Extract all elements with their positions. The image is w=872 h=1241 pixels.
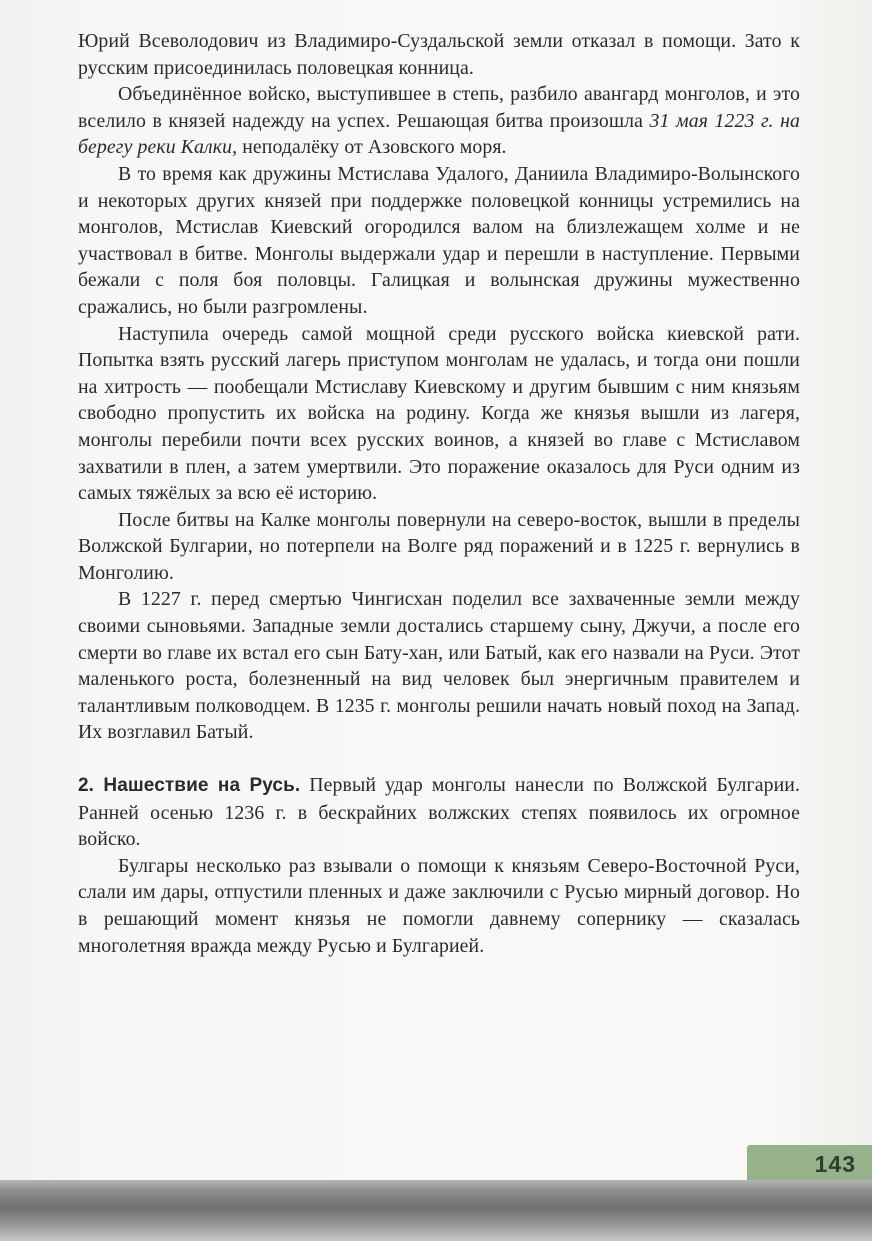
page-number-tab (747, 1145, 872, 1185)
battle-date-emphasis: 31 мая 1223 г. на берегу реки Калки, (78, 109, 800, 159)
paragraph-2-start: Объединённое войско, выступившее в степь, разбило авангард монголов, и это вселило в князей надежду на успех. Решающая битва произошла (78, 83, 800, 132)
section-lead: Первый удар монголы нанесли по Волжской Булгарии. Ранней осенью 1236 г. в бескрайних волжских степях появилось их огромное войско. (78, 774, 801, 851)
paragraph-1: Юрий Всеволодович из Владимиро-Суздальской земли отказал в помощи. Зато к русским присоединилась половецкая конница. (78, 30, 800, 79)
paragraph-6: В 1227 г. перед смертью Чингисхан поделил все захваченные земли между своими сыновьями. Западные земли достались старшему сыну, Джучи, а после его смерти во главе их встал его сын Бату-хан, или Батый, как его назвали на Руси. Этот маленького роста, болезненный на вид человек был энергичным правителем и талантливым полководцем. В 1235 г. монголы решили начать новый поход на Запад. Их возглавил Батый. (78, 588, 800, 744)
section-2-paragraph (78, 772, 800, 853)
scan-bottom-edge (0, 1180, 872, 1241)
page-number: 143 (814, 1151, 856, 1177)
paragraph-5: После битвы на Калке монголы повернули на северо-восток, вышли в пределы Волжской Булгарии, но потерпели на Волге ряд поражений и в 1225 г. вернулись в Монголию. (78, 508, 800, 584)
paragraph-8: Булгары несколько раз взывали о помощи к князьям Северо-Восточной Руси, слали им дары, отпустили пленных и даже заключили с Русью мирный договор. Но в решающий момент князья не помогли давнему сопернику — сказалась многолетняя вражда между Русью и Булгарией. (78, 854, 800, 957)
paragraph-3: В то время как дружины Мстислава Удалого, Даниила Владимиро-Волынского и некоторых других князей при поддержке половецкой конницы устремились на монголов, Мстислав Киевский огородился валом на близлежащем холме и не участвовал в битве. Монголы выдержали удар и перешли в наступление. Первыми бежали с поля боя половцы. Галицкая и волынская дружины мужественно сражались, но были разгромлены. (78, 162, 800, 318)
body-text (78, 28, 800, 959)
paragraph-4: Наступила очередь самой мощной среди русского войска киевской рати. Попытка взять русский лагерь приступом монголам не удалась, и тогда они пошли на хитрость — пообещали Мстиславу Киевскому и другим бывшим с ним князьям свободно пропустить их войска на родину. Когда же князья вышли из лагеря, монголы перебили почти всех русских воинов, а князей во главе с Мстиславом захватили в плен, а затем умертвили. Это поражение оказалось для Руси одним из самых тяжёлых за всю её историю. (78, 322, 800, 505)
paragraph-2-end: неподалёку от Азовского моря. (237, 136, 507, 159)
section-heading: 2. Нашествие на Русь. (78, 775, 301, 797)
paragraph-2 (78, 81, 800, 161)
